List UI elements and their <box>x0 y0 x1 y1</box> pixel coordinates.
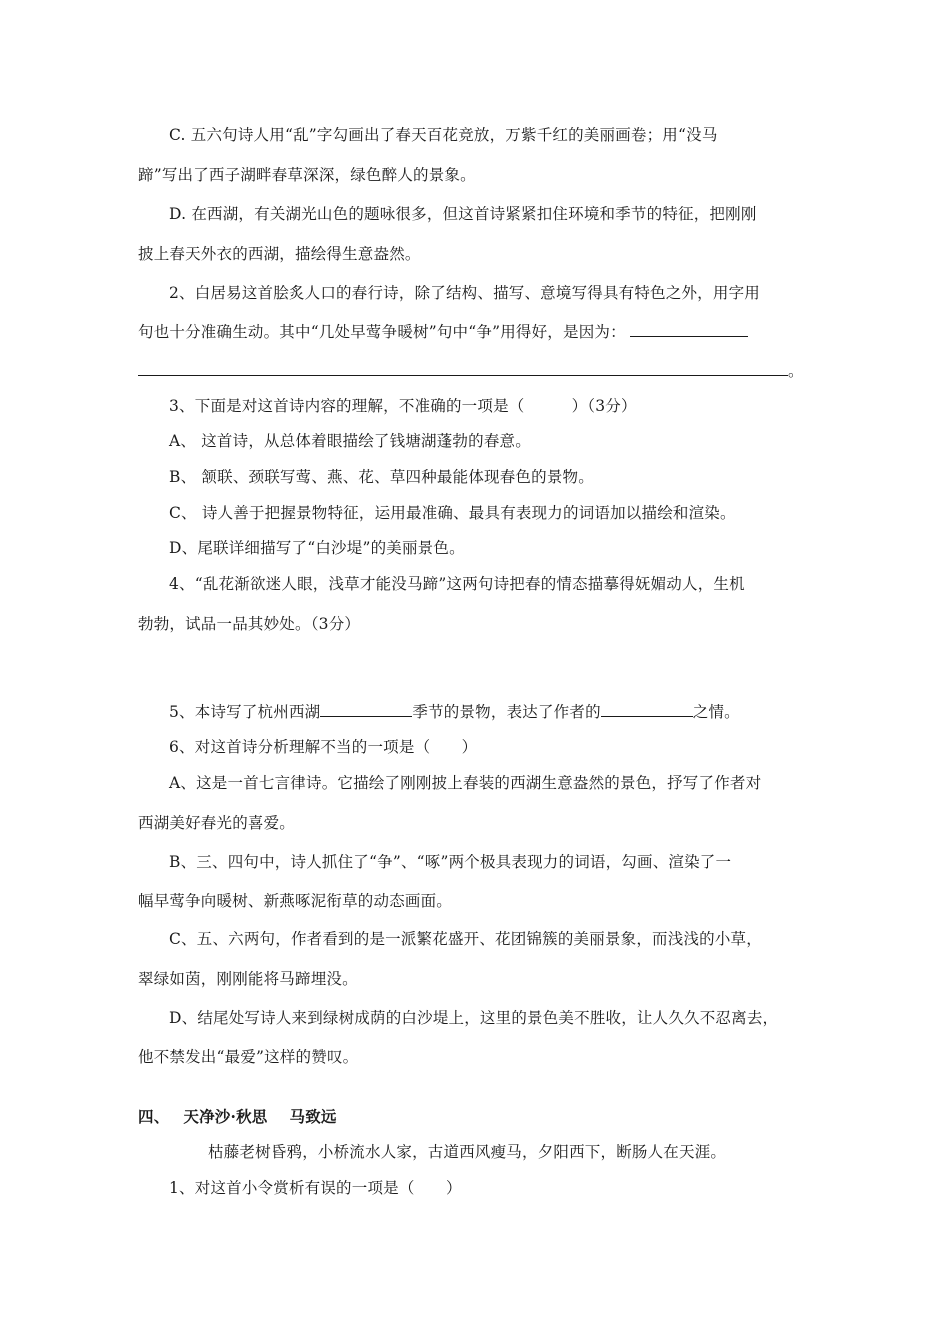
question-6-option-a-line2: 西湖美好春光的喜爱。 <box>138 814 296 832</box>
question-2-text: 句也十分准确生动。其中“几处早莺争暖树”句中“争”用得好，是因为： <box>138 323 626 341</box>
poem-text: 枯藤老树昏鸦，小桥流水人家，古道西风瘦马，夕阳西下，断肠人在天涯。 <box>208 1143 727 1161</box>
poem-title: 天净沙·秋思 <box>183 1107 268 1126</box>
question-6-option-c-line2: 翠绿如茵，刚刚能将马蹄埋没。 <box>138 970 358 988</box>
question-3-option-a: A、 这首诗，从总体着眼描绘了钱塘湖蓬勃的春意。 <box>169 432 531 450</box>
question-3-option-b: B、 颔联、颈联写莺、燕、花、草四种最能体现春色的景物。 <box>169 468 594 486</box>
answer-blank[interactable] <box>630 322 748 337</box>
option-d-line2: 披上春天外衣的西湖，描绘得生意盎然。 <box>138 245 421 263</box>
section-number: 四、 <box>138 1107 170 1126</box>
question-6-option-c-line1: C、五、六两句，作者看到的是一派繁花盛开、花团锦簇的美丽景象，而浅浅的小草， <box>169 930 762 948</box>
answer-blank-full-line[interactable] <box>138 361 788 376</box>
period: 。 <box>788 362 804 380</box>
question-6-option-d-line2: 他不禁发出“最爱”这样的赞叹。 <box>138 1048 359 1066</box>
option-d-line1: D. 在西湖，有关湖光山色的题咏很多，但这首诗紧紧扣住环境和季节的特征，把刚刚 <box>169 205 757 223</box>
option-c-line1: C. 五六句诗人用“乱”字勾画出了春天百花竞放，万紫千红的美丽画卷；用“没马 <box>169 126 718 144</box>
question-2-line2 <box>138 321 818 343</box>
emotion-blank[interactable] <box>601 702 693 717</box>
question-3-option-c: C、 诗人善于把握景物特征，运用最准确、最具有表现力的词语加以描绘和渲染。 <box>169 504 736 522</box>
question-5-part-b: 季节的景物，表达了作者的 <box>412 703 601 721</box>
question-3-option-d: D、尾联详细描写了“白沙堤”的美丽景色。 <box>169 539 465 557</box>
option-c-line2: 蹄”写出了西子湖畔春草深深，绿色醉人的景象。 <box>138 166 476 184</box>
question-3: 3、下面是对这首诗内容的理解，不准确的一项是（ ）（3分） <box>169 397 637 415</box>
question-5-part-a: 5、本诗写了杭州西湖 <box>169 703 321 721</box>
question-4-line2: 勃勃，试品一品其妙处。（3分） <box>138 615 361 633</box>
question-2-line3 <box>138 360 818 382</box>
question-6: 6、对这首诗分析理解不当的一项是（ ） <box>169 738 478 756</box>
section-heading <box>138 1106 818 1128</box>
question-4-line1: 4、“乱花渐欲迷人眼，浅草才能没马蹄”这两句诗把春的情态描摹得妩媚动人，生机 <box>169 575 745 593</box>
question-5-part-c: 之情。 <box>692 703 740 721</box>
question-2-line1: 2、白居易这首脍炙人口的春行诗，除了结构、描写、意境写得具有特色之外，用字用 <box>169 284 760 302</box>
poem-author: 马致远 <box>289 1107 337 1126</box>
question-6-option-b-line1: B、三、四句中，诗人抓住了“争”、“啄”两个极具表现力的词语，勾画、渲染了一 <box>169 853 732 871</box>
section-4-question-1: 1、对这首小令赏析有误的一项是（ ） <box>169 1179 462 1197</box>
question-6-option-d-line1: D、结尾处写诗人来到绿树成荫的白沙堤上，这里的景色美不胜收，让人久久不忍离去， <box>169 1009 779 1027</box>
question-5 <box>169 701 849 723</box>
question-6-option-b-line2: 幅早莺争向暖树、新燕啄泥衔草的动态画面。 <box>138 892 453 910</box>
question-6-option-a-line1: A、这是一首七言律诗。它描绘了刚刚披上春装的西湖生意盎然的景色，抒写了作者对 <box>169 774 762 792</box>
season-blank[interactable] <box>320 702 412 717</box>
